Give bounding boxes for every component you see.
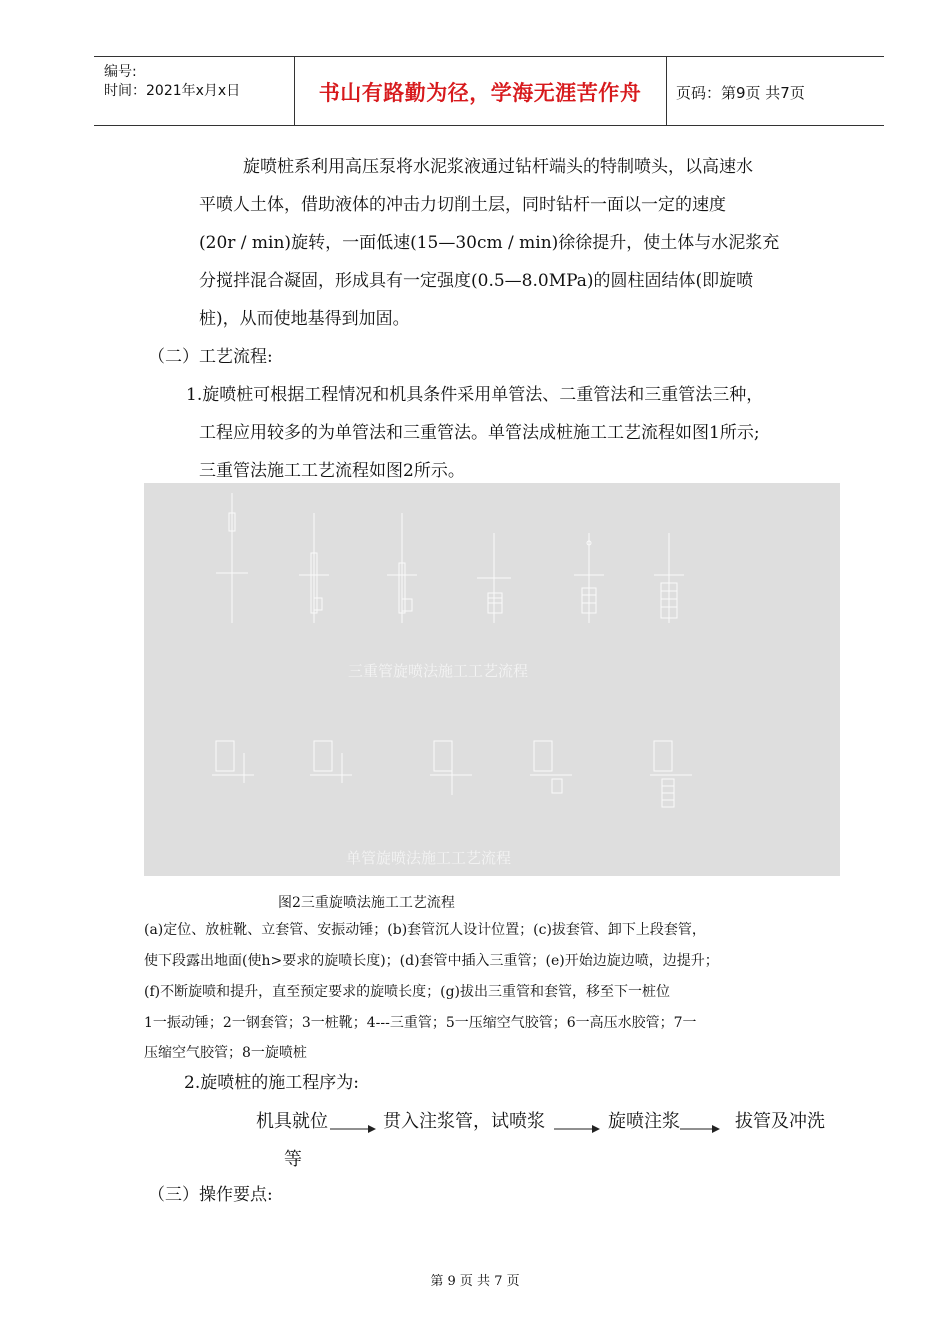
procedure-step-4-continued: 等 (284, 1149, 302, 1170)
rig-drawing-e (574, 533, 604, 623)
rig-drawing-f (654, 533, 684, 623)
legend-line-5: 压缩空气胶管；8一旋喷桩 (144, 1045, 307, 1061)
rig-drawing-single-d (530, 741, 572, 793)
item-2-heading: 2.旋喷桩的施工程序为: (184, 1073, 359, 1093)
rig-drawing-single-b (310, 741, 352, 783)
procedure-step-4: 拔管及冲洗 (735, 1111, 825, 1132)
procedure-arrow-1 (330, 1125, 376, 1133)
header-page-code: 页码：第9页 共7页 (676, 84, 805, 102)
procedure-step-2: 贯入注浆管，试喷浆 (383, 1111, 545, 1132)
legend-line-3: (f)不断旋喷和提升，直至预定要求的旋喷长度；(g)拔出三重管和套管，移至下一桩位 (144, 984, 670, 1000)
rig-drawing-single-e (650, 741, 692, 807)
procedure-arrow-2 (554, 1125, 600, 1133)
item-1-line-2: 工程应用较多的为单管法和三重管法。单管法成桩施工工艺流程如图1所示; (199, 423, 760, 443)
figure-caption-top: 三重管旋喷法施工工艺流程 (348, 662, 529, 680)
process-figure (144, 483, 840, 876)
figure-caption-bottom: 单管旋喷法施工工艺流程 (346, 849, 512, 867)
rig-drawing-d (477, 533, 511, 623)
item-1-line-3: 三重管法施工工艺流程如图2所示。 (199, 461, 465, 481)
procedure-step-1: 机具就位 (256, 1111, 328, 1132)
document-time-label: 时间：2021年x月x日 (104, 83, 241, 99)
section-3-heading: （三）操作要点: (148, 1185, 273, 1205)
procedure-step-3: 旋喷注浆 (608, 1111, 680, 1132)
legend-line-4: 1一振动锤；2一钢套管；3一桩靴；4---三重管；5一压缩空气胶管；6一高压水胶管；7一 (144, 1015, 697, 1031)
intro-line-3: (20r / min)旋转，一面低速(15—30cm / min)徐徐提升，使土体与水泥浆充 (199, 233, 780, 253)
figure-title: 图2三重旋喷法施工工艺流程 (278, 895, 455, 911)
document-header (94, 56, 884, 126)
intro-line-4: 分搅拌混合凝固，形成具有一定强度(0.5—8.0MPa)的圆柱固结体(即旋喷 (199, 271, 754, 291)
header-page-cell (666, 57, 884, 125)
rig-drawing-single-c (430, 741, 472, 795)
intro-line-2: 平喷人土体，借助液体的冲击力切削土层，同时钻杆一面以一定的速度 (199, 195, 726, 215)
header-motto: 书山有路勤为径，学海无涯苦作舟 (318, 81, 642, 105)
rig-drawing-a (216, 493, 248, 623)
header-motto-cell (294, 57, 667, 125)
rig-drawing-b (299, 513, 329, 623)
item-1-line-1: 1.旋喷桩可根据工程情况和机具条件采用单管法、二重管法和三重管法三种， (186, 385, 764, 405)
rig-drawing-single-a (212, 741, 254, 783)
rig-drawing-c (387, 513, 417, 623)
intro-line-5: 桩)，从而使地基得到加固。 (199, 309, 410, 329)
header-meta-cell (94, 57, 295, 125)
procedure-arrow-3 (680, 1125, 720, 1133)
intro-line-1: 旋喷桩系利用高压泵将水泥浆液通过钻杆端头的特制喷头，以高速水 (243, 157, 753, 177)
document-number-label: 编号: (104, 64, 137, 80)
page-footer: 第 9 页 共 7 页 (430, 1274, 520, 1289)
legend-line-1: (a)定位、放桩靴、立套管、安振动锤；(b)套管沉人设计位置；(c)拔套管、卸下上段套管， (144, 922, 706, 938)
section-2-heading: （二）工艺流程: (148, 347, 273, 367)
legend-line-2: 使下段露出地面(使h>要求的旋喷长度)；(d)套管中插入三重管；(e)开始边旋边喷，边提升； (144, 953, 719, 969)
